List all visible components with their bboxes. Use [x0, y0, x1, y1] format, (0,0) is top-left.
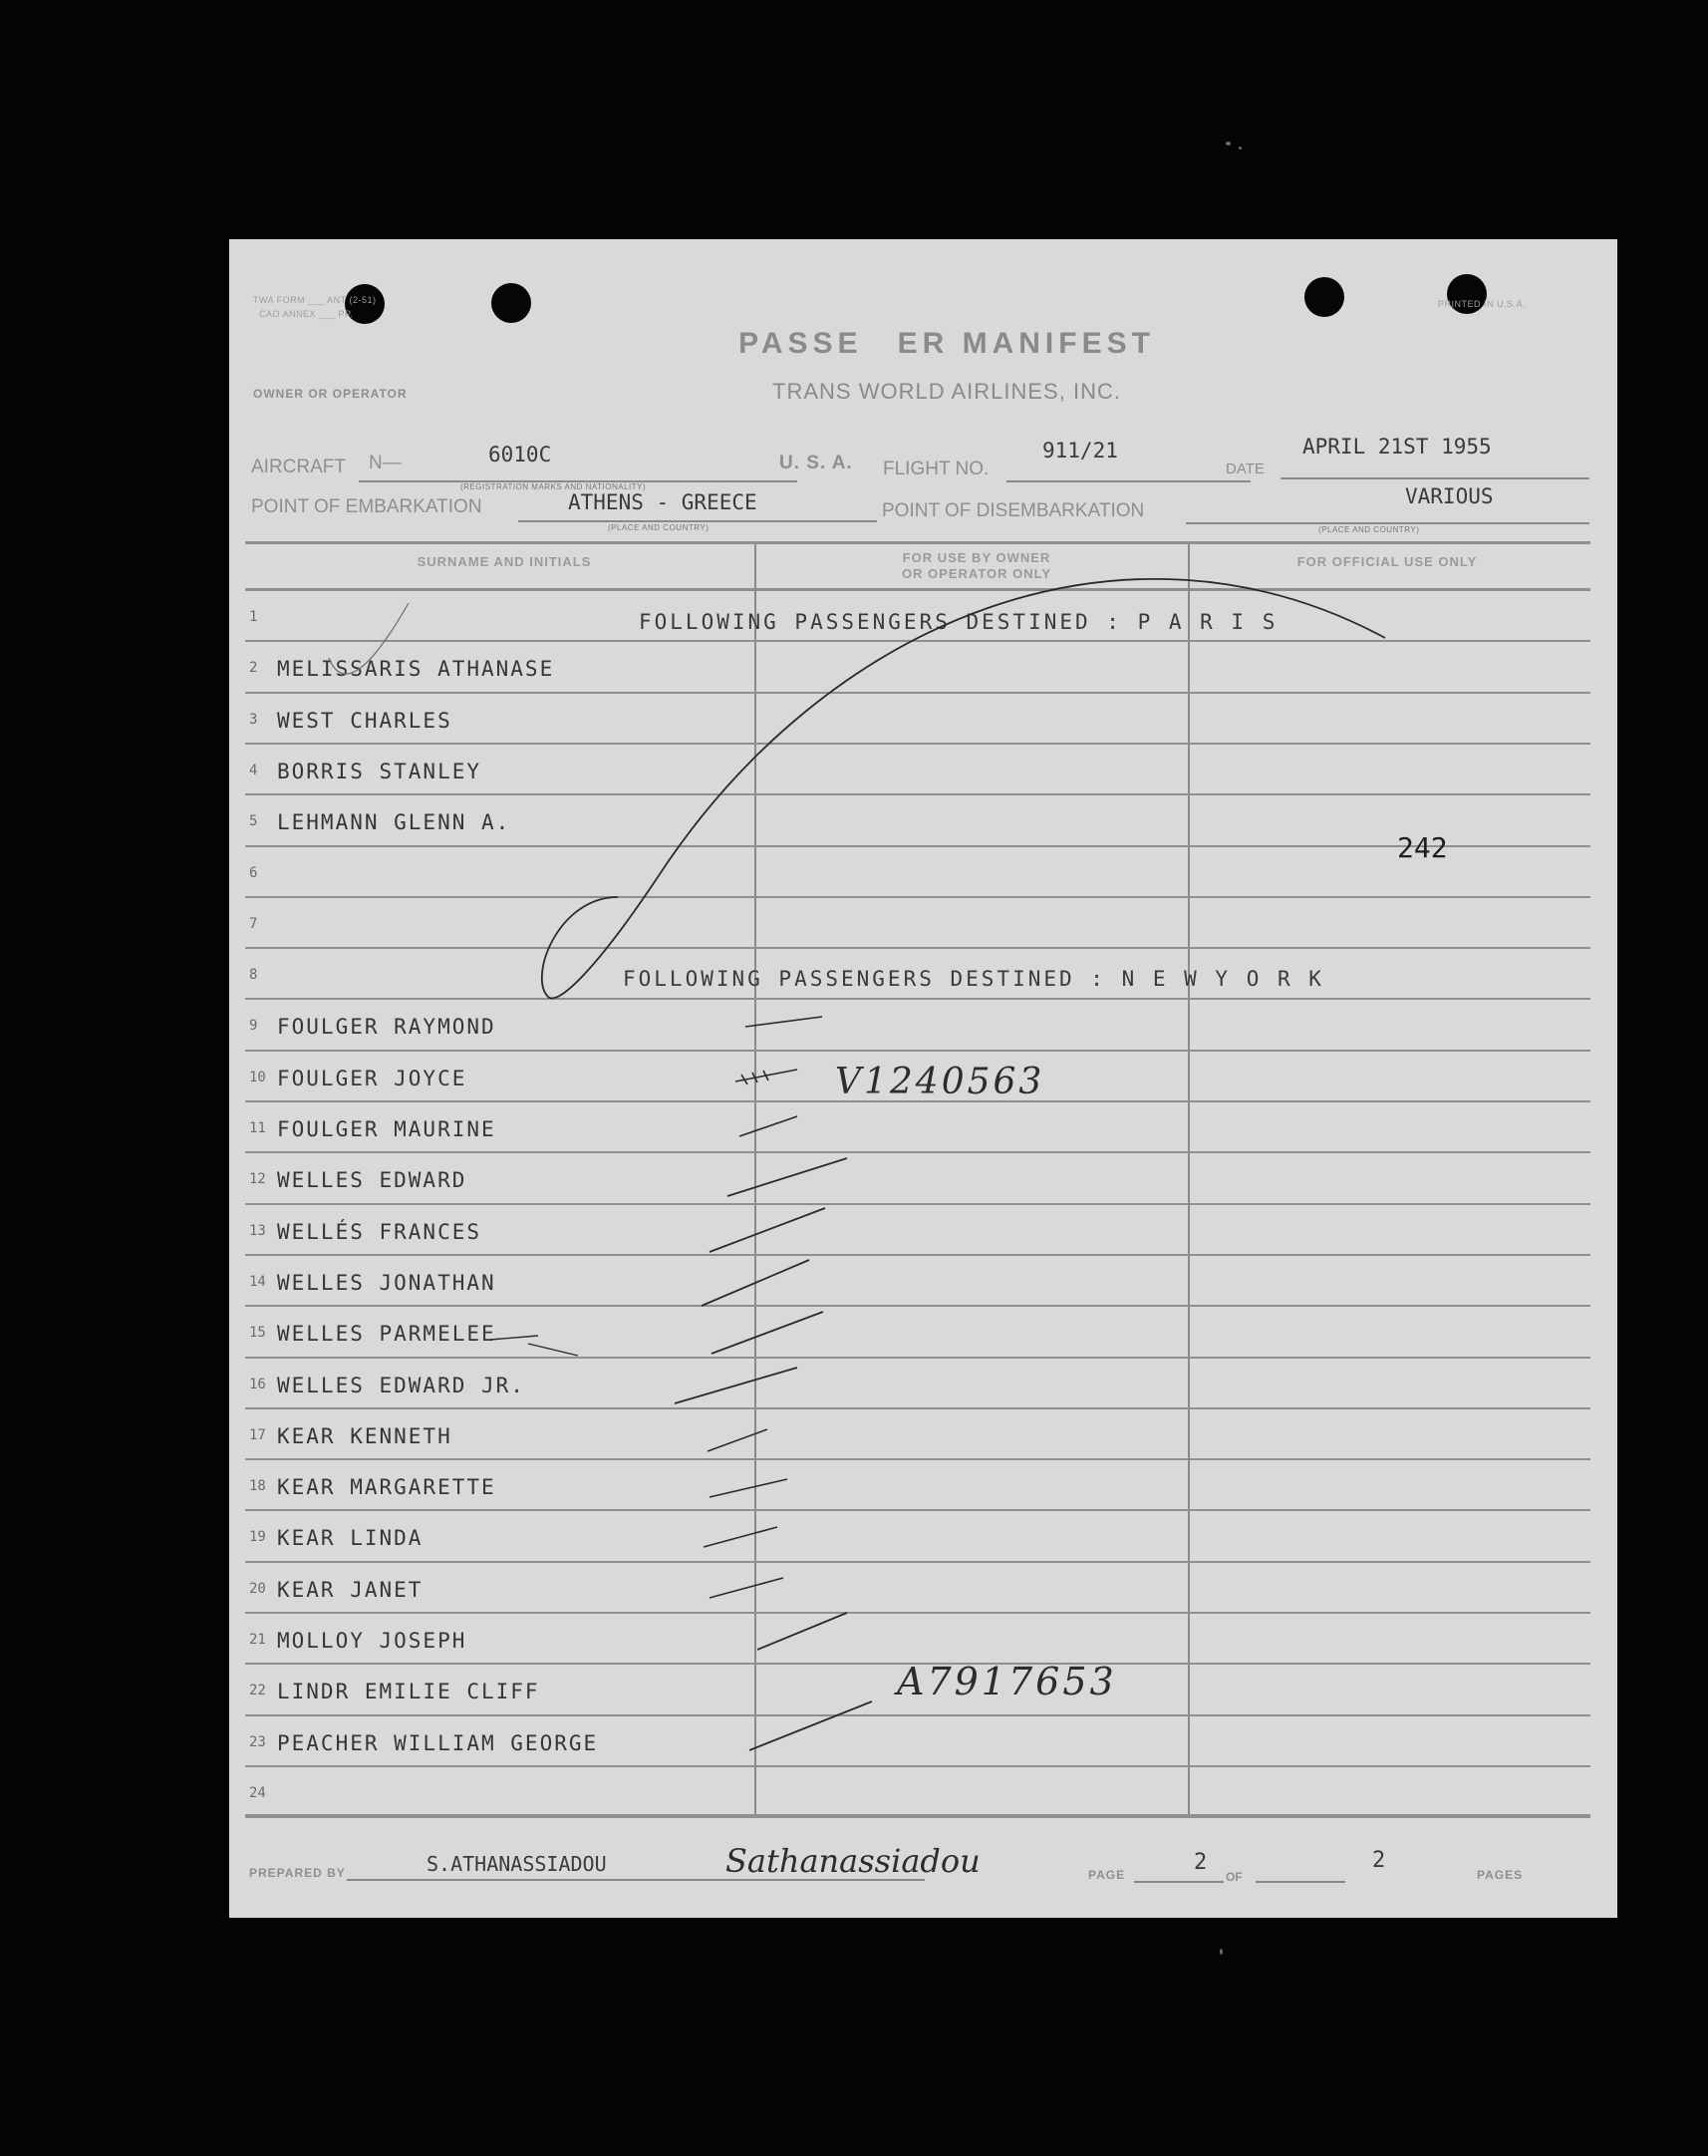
row-number: 18 — [249, 1478, 266, 1495]
passenger-name: LEHMANN GLENN A. — [277, 810, 511, 835]
page-underline — [1134, 1881, 1224, 1883]
corner-code: PRINTED IN U.S.A. — [1438, 299, 1527, 309]
row-number: 3 — [249, 711, 258, 728]
film-speck — [1239, 147, 1242, 150]
of-label: OF — [1226, 1870, 1243, 1884]
row-number: 14 — [249, 1273, 266, 1290]
handwritten-document-number-joyce: V1240563 — [835, 1062, 1045, 1102]
row-number: 22 — [249, 1683, 266, 1699]
row-number: 4 — [249, 762, 258, 778]
row-number: 10 — [249, 1069, 266, 1085]
aircraft-registration: 6010C — [488, 443, 552, 466]
owner-use-header-2: OR OPERATOR ONLY — [901, 566, 1052, 581]
nationality: U. S. A. — [779, 453, 853, 473]
form-id-line2: CAO ANNEX ___ PP. — [259, 309, 354, 319]
passenger-name: FOULGER RAYMOND — [277, 1015, 496, 1040]
disembarkation-label: POINT OF DISEMBARKATION — [882, 500, 1145, 521]
surname-column-header: SURNAME AND INITIALS — [417, 554, 592, 569]
form-id-line1: TWA FORM ___ ANT (2-51) — [253, 295, 377, 305]
handwritten-check-marks — [229, 239, 1617, 1918]
handwritten-document-number-lindr: A7917653 — [897, 1660, 1117, 1703]
passenger-name: KEAR LINDA — [277, 1526, 424, 1551]
passenger-name: FOULGER MAURINE — [277, 1117, 496, 1141]
row-number: 7 — [249, 915, 258, 932]
document-title: PASSE ER MANIFEST — [738, 327, 1155, 360]
passenger-name: WELLES EDWARD — [277, 1168, 467, 1193]
film-speck — [1226, 142, 1231, 146]
passenger-name: KEAR KENNETH — [277, 1423, 452, 1448]
embarkation-caption: (PLACE AND COUNTRY) — [608, 523, 710, 532]
date-value: APRIL 21ST 1955 — [1302, 435, 1492, 459]
row-number: 16 — [249, 1376, 266, 1392]
pages-label: PAGES — [1477, 1868, 1524, 1882]
row-number: 17 — [249, 1426, 266, 1443]
prepared-by-label: PREPARED BY — [249, 1866, 346, 1880]
passenger-name: WELLES EDWARD JR. — [277, 1373, 525, 1397]
passenger-name: MOLLOY JOSEPH — [277, 1629, 467, 1653]
disembarkation-caption: (PLACE AND COUNTRY) — [1318, 525, 1420, 534]
row-number: 23 — [249, 1733, 266, 1750]
date-label: DATE — [1226, 461, 1265, 477]
row-number: 13 — [249, 1222, 266, 1239]
official-number: 242 — [1397, 831, 1448, 864]
owner-operator-label: OWNER OR OPERATOR — [253, 387, 408, 401]
row-number: 2 — [249, 660, 258, 677]
disembarkation-value: VARIOUS — [1405, 484, 1494, 508]
flight-no-label: FLIGHT NO. — [883, 459, 990, 479]
row-number: 19 — [249, 1529, 266, 1546]
passenger-name: FOULGER JOYCE — [277, 1066, 467, 1090]
passenger-name: WELLES JONATHAN — [277, 1270, 496, 1295]
passenger-name: KEAR MARGARETTE — [277, 1475, 496, 1500]
passenger-name: WELLES PARMELEE — [277, 1322, 496, 1347]
row-number: 1 — [249, 609, 258, 625]
new-york-destination-note: FOLLOWING PASSENGERS DESTINED : N E W Y O R K — [623, 967, 1324, 991]
row-number: 24 — [249, 1784, 266, 1801]
row-number: 21 — [249, 1632, 266, 1648]
footer-top-line — [245, 1814, 1590, 1817]
passenger-name: WEST CHARLES — [277, 708, 452, 733]
aircraft-prefix: N— — [369, 453, 402, 473]
page-label: PAGE — [1088, 1868, 1126, 1882]
owner-use-header-1: FOR USE BY OWNER — [902, 550, 1051, 565]
passenger-name: KEAR JANET — [277, 1577, 424, 1602]
prepared-by-value: S.ATHANASSIADOU — [427, 1852, 607, 1876]
preparer-signature: Sathanassiadou — [725, 1842, 981, 1880]
embarkation-value: ATHENS - GREECE — [568, 490, 757, 514]
flight-no-value: 911/21 — [1042, 439, 1118, 462]
registration-caption: (REGISTRATION MARKS AND NATIONALITY) — [460, 482, 647, 491]
row-number: 12 — [249, 1171, 266, 1188]
passenger-name: MELISSARIS ATHANASE — [277, 657, 555, 682]
row-number: 5 — [249, 813, 258, 830]
page-number: 2 — [1194, 1850, 1208, 1875]
embarkation-label: POINT OF EMBARKATION — [251, 496, 482, 517]
official-use-header: FOR OFFICIAL USE ONLY — [1296, 554, 1478, 569]
aircraft-label: AIRCRAFT — [251, 457, 346, 477]
total-pages: 2 — [1372, 1848, 1386, 1873]
row-number: 11 — [249, 1120, 266, 1136]
passenger-name: BORRIS STANLEY — [277, 759, 482, 783]
paris-destination-note: FOLLOWING PASSENGERS DESTINED : P A R I S — [639, 610, 1279, 634]
row-number: 20 — [249, 1580, 266, 1597]
manifest-sheet — [229, 239, 1617, 1918]
passenger-name: PEACHER WILLIAM GEORGE — [277, 1730, 599, 1755]
row-number: 6 — [249, 864, 258, 881]
film-speck — [1220, 1949, 1223, 1955]
of-underline — [1256, 1881, 1345, 1883]
passenger-name: WELLÉS FRANCES — [277, 1219, 482, 1244]
row-number: 15 — [249, 1325, 266, 1342]
row-number: 9 — [249, 1018, 258, 1035]
passenger-name: LINDR EMILIE CLIFF — [277, 1680, 540, 1704]
row-number: 8 — [249, 967, 258, 984]
company-name: TRANS WORLD AIRLINES, INC. — [772, 379, 1121, 404]
